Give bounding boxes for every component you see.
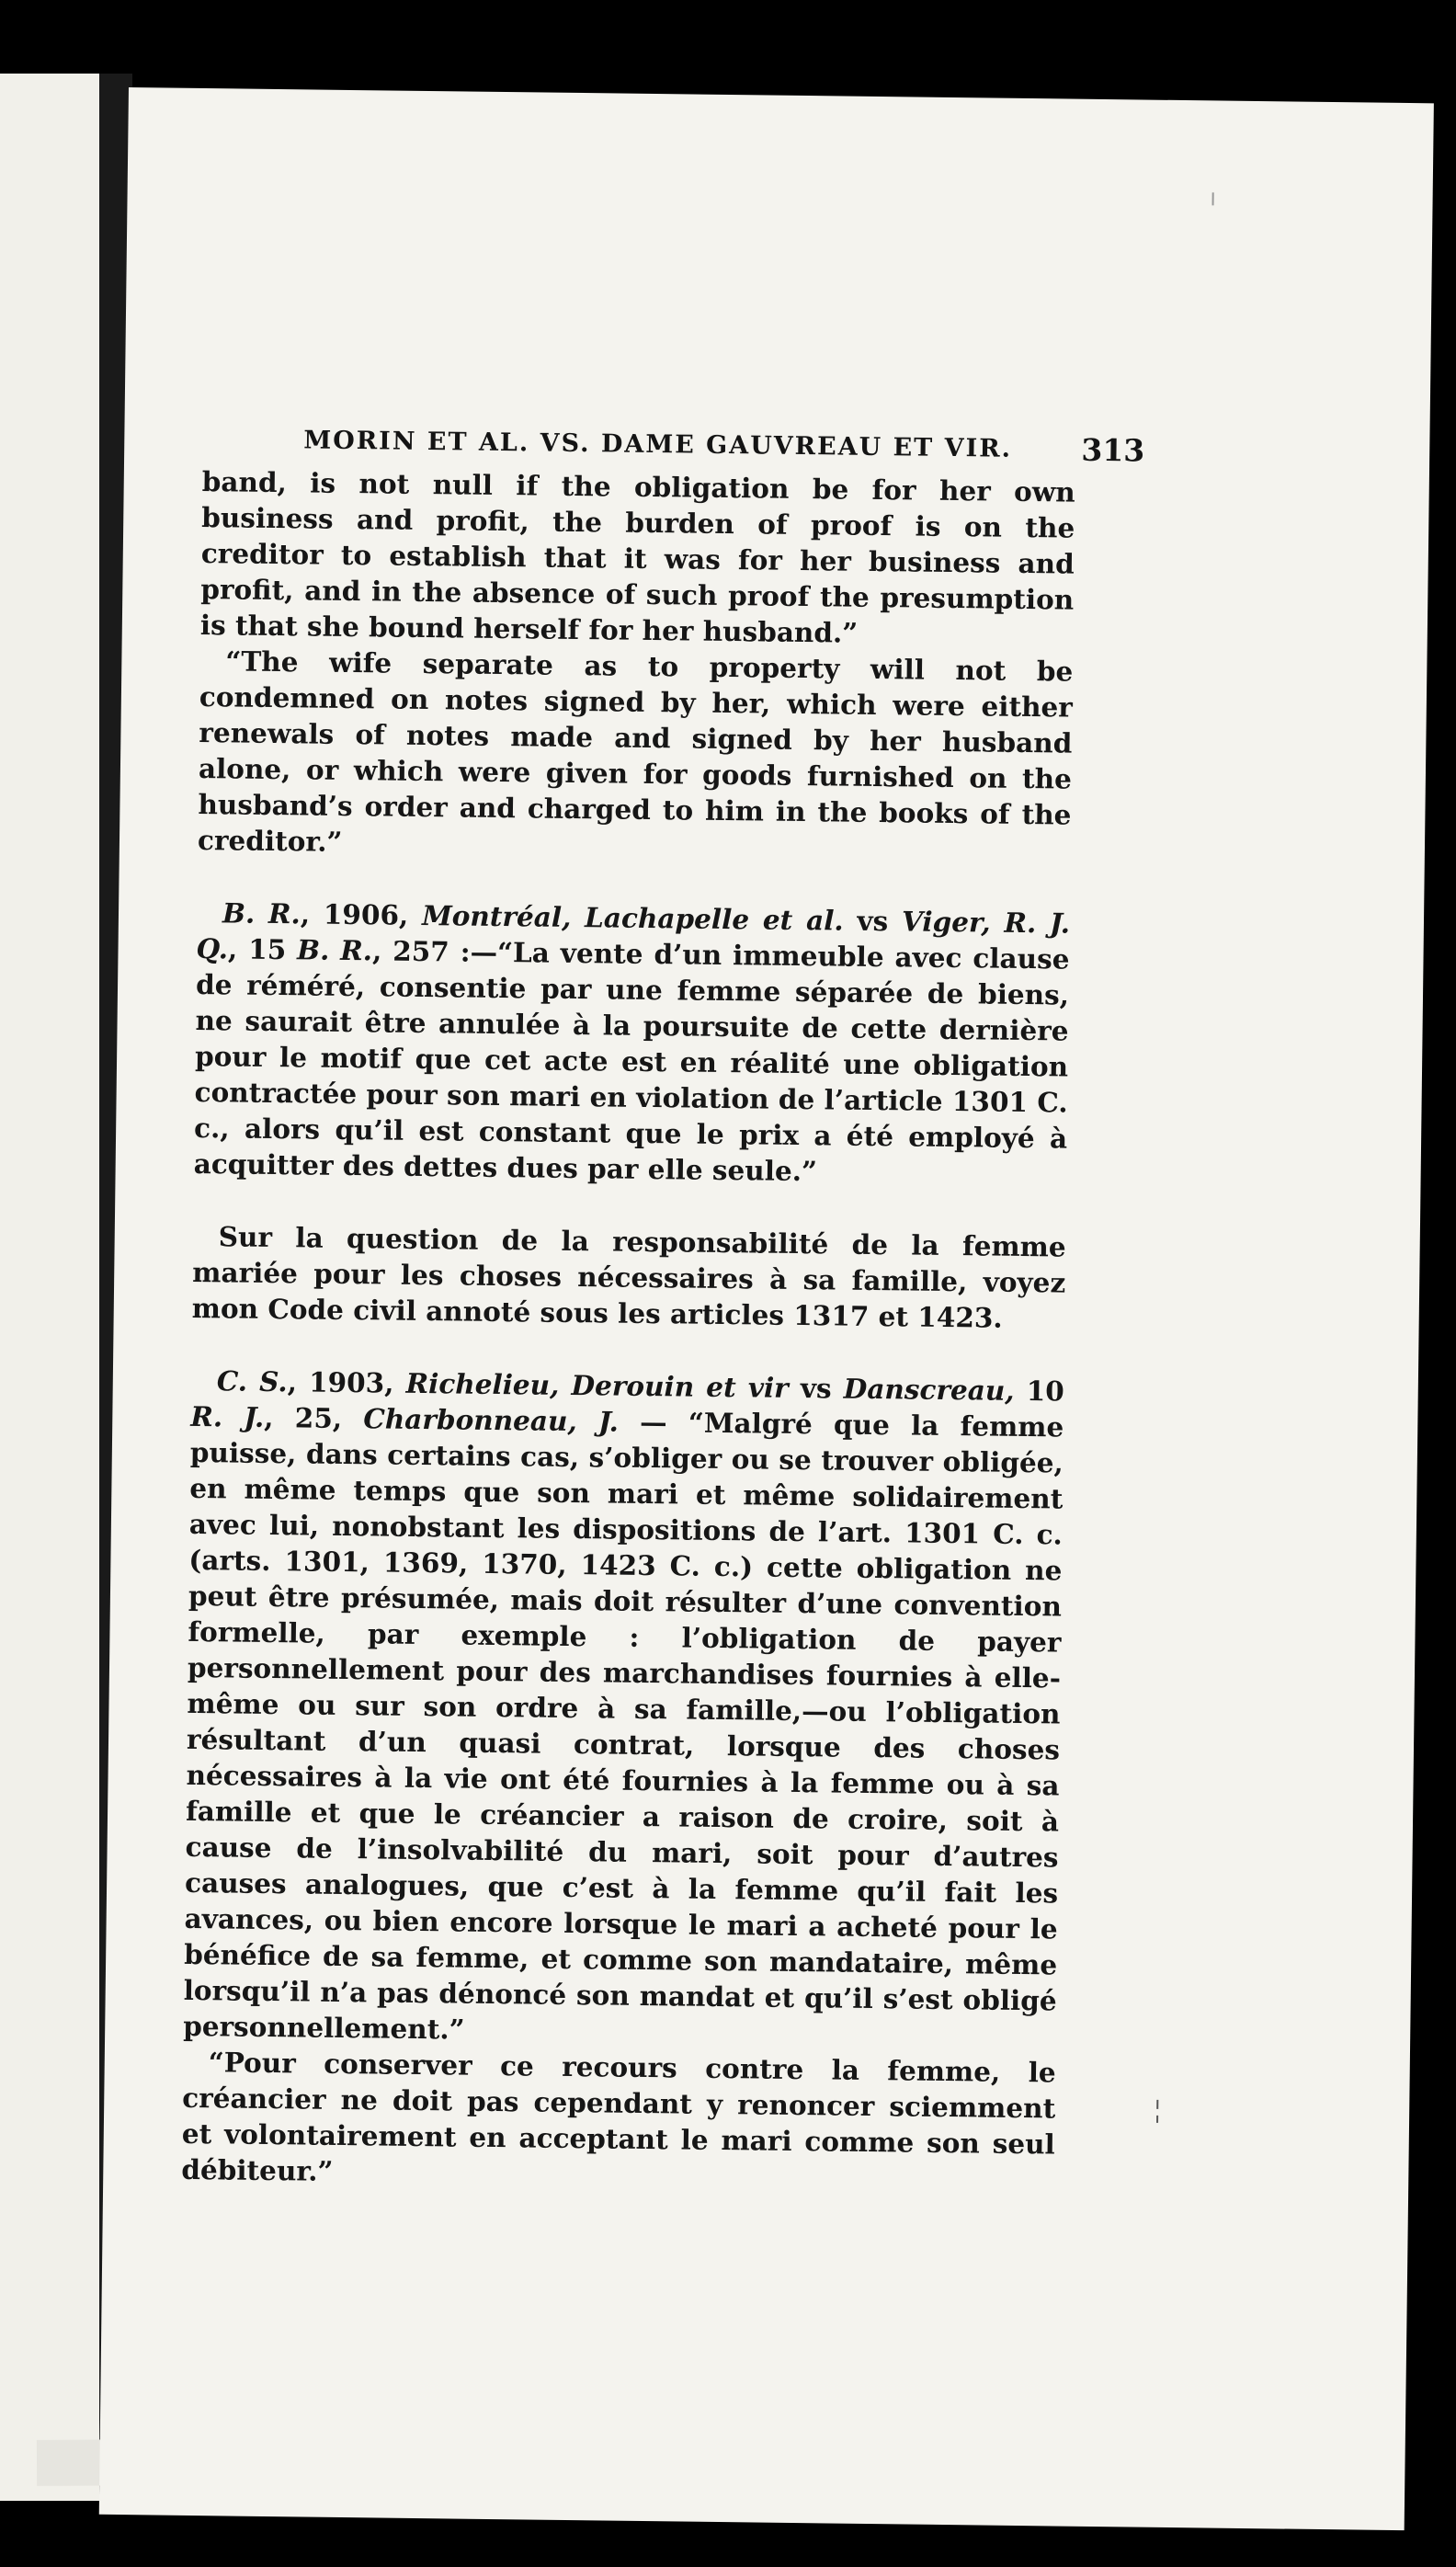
scan-speck [1212,192,1214,205]
citation-year: , 1906, [300,897,423,931]
paragraph-citation-derouin [183,1363,1064,2055]
citation-party: Danscreau, [843,1372,1015,1407]
page-number: 313 [1081,431,1145,469]
citation-volume: , 15 [227,932,298,966]
scan-speck [1156,2100,1158,2109]
citation-vs: vs [843,904,903,938]
facing-page-edge [0,74,99,2501]
book-page [99,87,1434,2530]
citation-party: Viger, R. J. Q. [196,905,1071,965]
citation-text: , 257 :—“La vente d’un immeuble avec clause de réméré, consentie par une femme séparée de biens, ne saurait être annulée à la poursuite de cette dernière pour le motif que cet acte est en réalité une obligation contractée pour son mari en violation de l’article 1301 C. c., alors qu’il est constant que le prix a été employé à acquitter des dettes dues par elle seule.” [193,934,1070,1188]
paragraph-citation-lachapelle [193,895,1070,1192]
paragraph-quote-wife: “The wife separate as to property will not be condemned on notes signed by her, which were either renewals of notes made and signed by her husband alone, or which were given for goods furnished on the husband’s order and charged to him in the books of the creditor.” [197,645,1074,858]
paragraph-quote-recours: “Pour conserver ce recours contre la femme, le créancier ne doit pas cependant y renoncer sciemment et volontairement en acceptant le mari comme son seul débiteur.” [181,2046,1056,2187]
citation-text: — “Malgré que la femme puisse, dans certains cas, s’obliger ou se trouver obligée, en même temps que son mari et même solidairement avec lui, nonobstant les dispositions de l’art. 1301 C. c. (arts. 1301, 1369, 1370, 1423 C. c.) cette obligation ne peut être présumée, mais doit résulter d’une convention formelle, par exemple : l’obligation de payer personnellement pour des marchandises fournies à elle-même ou sur son ordre à sa famille,—ou l’obligation résultant d’un quasi contrat, lorsque des choses nécessaires à la vie ont été fournies à la femme ou à sa famille et que le créancier a raison de croire, soit à cause de l’insolvabilité du mari, soit pour d’autres causes analogues, que c’est à la femme qu’il fait les avances, ou bien encore lorsque le mari a acheté pour le bénéfice de sa femme, et comme son mandataire, même lorsqu’il n’a pas dénoncé son mandat et qu’il s’est obligé personnellement.” [183,1405,1064,2046]
citation-court: C. S. [216,1364,288,1398]
citation-judge: Charbonneau, J. [363,1402,620,1438]
citation-reporter: B. R. [296,933,373,967]
citation-reporter: R. J. [190,1399,265,1433]
citation-year: , 1903, [287,1365,406,1399]
body-text [181,463,1075,2197]
citation-volume: 10 [1014,1374,1064,1408]
citation-parties: Montréal, Lachapelle et al. [421,898,844,937]
citation-parties: Richelieu, Derouin et vir [405,1366,789,1404]
paragraph-code-civil: Sur la question de la responsabilité de la femme mariée pour les choses nécessaires à sa famille, voyez mon Code civil annoté sous les articles 1317 et 1423. [191,1220,1066,1334]
citation-court: B. R. [222,896,301,930]
citation-vs: vs [788,1371,844,1405]
running-head: MORIN ET AL. VS. DAME GAUVREAU ET VIR. [303,426,1013,463]
citation-page: , 25, [264,1400,364,1435]
paragraph-continuation: band, is not null if the obligation be for her own business and profit, the burden of proof is on the creditor to establish that it was for her business and profit, and in the absence of such proof the presumption is that she bound herself for her husband.” [199,465,1075,649]
scan-speck [1156,2116,1158,2123]
